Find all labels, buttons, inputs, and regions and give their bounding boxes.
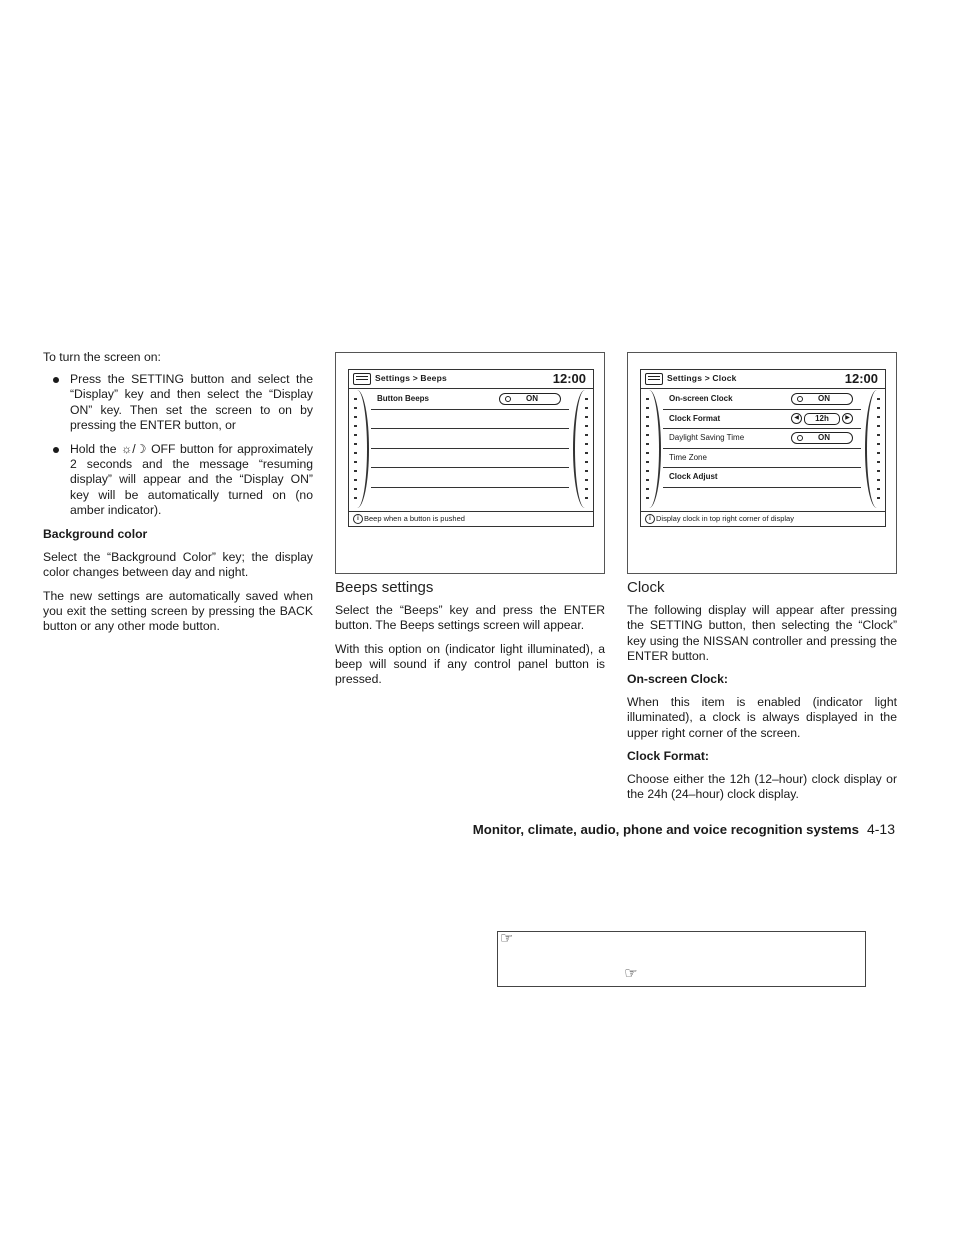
setting-label: Time Zone	[669, 452, 707, 462]
screen-header	[641, 370, 885, 389]
setting-label: Clock Format	[669, 413, 721, 423]
onscreen-clock-text: When this item is enabled (indicator light illuminated), a clock is always displayed in the upper right corner of the screen.	[627, 695, 897, 740]
screen-title: Settings > Beeps	[375, 373, 447, 383]
screen-header	[349, 370, 593, 389]
indicator-light-icon	[505, 396, 511, 402]
clock-screen-figure	[627, 352, 897, 574]
format-value: 12h	[804, 413, 840, 425]
screen-clock: 12:00	[844, 371, 878, 386]
info-icon: i	[645, 514, 655, 524]
setting-label: Daylight Saving Time	[669, 433, 745, 443]
onscreen-clock-heading: On-screen Clock:	[627, 672, 728, 687]
clock-screen	[640, 369, 886, 527]
indicator-light-icon	[797, 435, 803, 441]
bullet-text: Hold the ☼/☽ OFF button for approximately 2 seconds and the message “resuming display” will appear and the “Display ON” key will be automatically turned on (no amber indicator).	[70, 442, 313, 517]
left-scroll-arc	[641, 390, 661, 508]
beeps-paragraph: With this option on (indicator light illuminated), a beep will sound if any control panel button is pressed.	[335, 641, 605, 687]
list-item	[43, 442, 313, 518]
setting-row-clock-adjust[interactable]	[663, 468, 861, 488]
bullet-text: Press the SETTING button and select the “Display” key and then select the “Display ON” key. Then set the screen to on by pressing the ENTER button, or	[70, 372, 313, 432]
screen-footer	[349, 511, 593, 526]
empty-row	[371, 410, 569, 430]
background-color-text: Select the “Background Color” key; the display color changes between day and night.	[43, 550, 313, 580]
clock-format-text: Choose either the 12h (12–hour) clock display or the 24h (24–hour) clock display.	[627, 772, 897, 802]
left-column	[43, 350, 313, 642]
setting-row-time-zone[interactable]	[663, 449, 861, 469]
toggle-indicator[interactable]: ON	[499, 393, 561, 405]
hand-pointer-icon: ☜	[624, 965, 638, 982]
beeps-heading: Beeps settings	[335, 579, 434, 596]
setting-row-clock-format[interactable]	[663, 410, 861, 430]
arrow-right-icon[interactable]: ▶	[842, 413, 853, 424]
clock-section	[627, 580, 897, 810]
right-scroll-arc	[865, 390, 885, 508]
empty-row	[371, 429, 569, 449]
indicator-light-icon	[797, 396, 803, 402]
empty-row	[371, 449, 569, 469]
format-stepper[interactable]	[791, 413, 853, 425]
beeps-section	[335, 580, 605, 695]
clock-format-heading: Clock Format:	[627, 748, 709, 763]
page-number: 4-13	[866, 821, 895, 837]
clock-paragraph: The following display will appear after pressing the SETTING button, then selecting the “Clock” key using the NISSAN controller and pressing the ENTER button.	[627, 603, 897, 663]
setting-row-button-beeps[interactable]	[371, 390, 569, 410]
setting-row-onscreen-clock[interactable]	[663, 390, 861, 410]
note-box	[497, 931, 866, 987]
setting-label: Button Beeps	[377, 394, 429, 403]
menu-icon	[353, 373, 371, 385]
footer-message: Display clock in top right corner of display	[656, 514, 794, 523]
settings-list	[663, 390, 861, 488]
hand-pointer-icon: ☞	[500, 930, 514, 947]
footer-title: Monitor, climate, audio, phone and voice recognition systems	[472, 822, 859, 837]
toggle-indicator[interactable]: ON	[791, 432, 853, 444]
info-icon: i	[353, 514, 363, 524]
screen-footer	[641, 511, 885, 526]
intro-text: To turn the screen on:	[43, 350, 161, 364]
screen-title: Settings > Clock	[667, 373, 737, 383]
bullet-dot	[53, 447, 59, 453]
clock-heading: Clock	[627, 579, 665, 596]
setting-label: Clock Adjust	[669, 472, 718, 482]
empty-row	[371, 468, 569, 488]
toggle-indicator[interactable]: ON	[791, 393, 853, 405]
list-item	[43, 372, 313, 433]
save-settings-text: The new settings are automatically saved when you exit the setting screen by pressing the BACK button or any other mode button.	[43, 588, 313, 634]
background-color-heading: Background color	[43, 527, 148, 542]
setting-row-daylight-saving[interactable]	[663, 429, 861, 449]
beeps-screen	[348, 369, 594, 527]
bullet-dot	[53, 377, 59, 383]
settings-list	[371, 390, 569, 488]
menu-icon	[645, 373, 663, 385]
right-scroll-arc	[573, 390, 593, 508]
beeps-paragraph: Select the “Beeps” key and press the ENTER button. The Beeps settings screen will appear.	[335, 603, 605, 633]
page-footer	[473, 821, 895, 837]
bullet-list	[43, 372, 313, 518]
screen-clock: 12:00	[552, 371, 586, 386]
beeps-screen-figure	[335, 352, 605, 574]
left-scroll-arc	[349, 390, 369, 508]
arrow-left-icon[interactable]: ◀	[791, 413, 802, 424]
setting-label: On-screen Clock	[669, 394, 733, 403]
footer-message: Beep when a button is pushed	[364, 514, 465, 523]
